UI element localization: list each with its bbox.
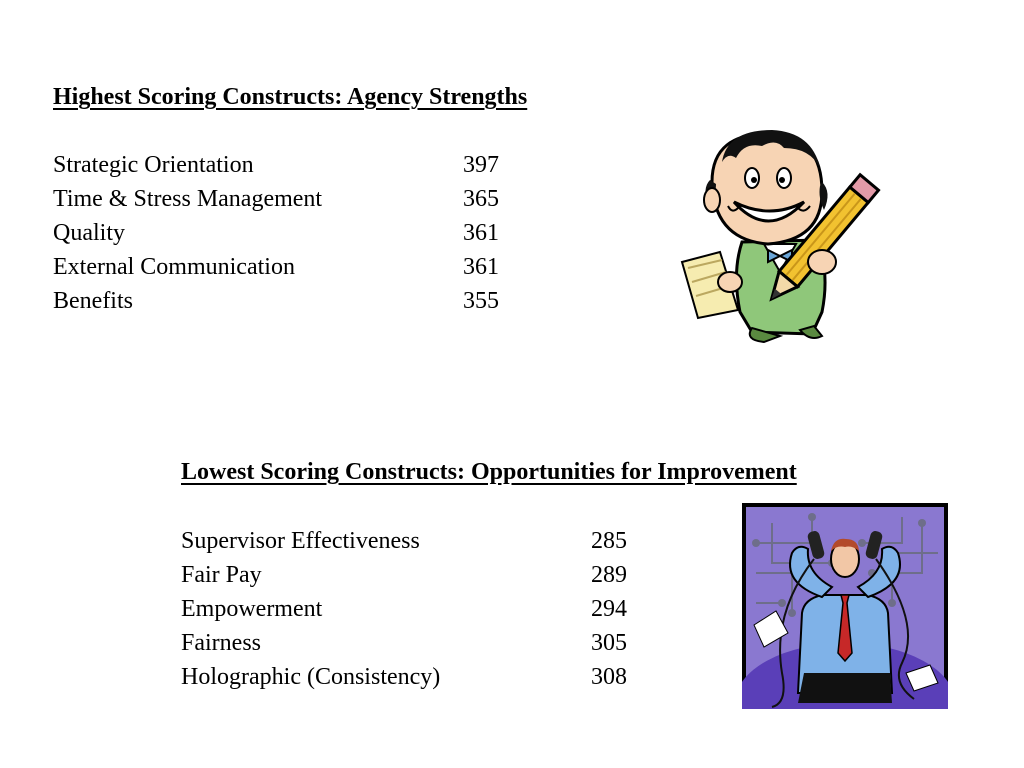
happy-cartoon-pencil-icon: [672, 122, 882, 347]
list-item: [181, 592, 651, 626]
construct-label: External Communication: [53, 254, 295, 280]
stressed-man-phones-icon: [742, 503, 948, 709]
list-item: [181, 524, 651, 558]
improvements-list: [181, 524, 651, 694]
construct-score: 361: [463, 220, 499, 246]
construct-label: Fair Pay: [181, 562, 262, 588]
construct-score: 361: [463, 254, 499, 280]
list-item: [53, 284, 523, 318]
construct-score: 365: [463, 186, 499, 212]
list-item: [181, 626, 651, 660]
improvements-heading: Lowest Scoring Constructs: Opportunities for Improvement: [181, 459, 797, 485]
construct-label: Strategic Orientation: [53, 152, 254, 178]
list-item: [181, 660, 651, 694]
construct-score: 397: [463, 152, 499, 178]
construct-label: Holographic (Consistency): [181, 664, 441, 690]
list-item: [53, 250, 523, 284]
construct-label: Fairness: [181, 630, 261, 656]
list-item: [53, 148, 523, 182]
construct-score: 305: [591, 630, 627, 656]
list-item: [181, 558, 651, 592]
construct-label: Supervisor Effectiveness: [181, 528, 420, 554]
construct-score: 294: [591, 596, 627, 622]
construct-score: 285: [591, 528, 627, 554]
list-item: [53, 216, 523, 250]
construct-score: 308: [591, 664, 627, 690]
construct-label: Benefits: [53, 288, 133, 314]
list-item: [53, 182, 523, 216]
strengths-list: [53, 148, 523, 318]
construct-label: Empowerment: [181, 596, 323, 622]
construct-label: Time & Stress Management: [53, 186, 323, 212]
strengths-heading: Highest Scoring Constructs: Agency Strengths: [53, 84, 528, 110]
construct-score: 355: [463, 288, 499, 314]
construct-label: Quality: [53, 220, 125, 246]
construct-score: 289: [591, 562, 627, 588]
